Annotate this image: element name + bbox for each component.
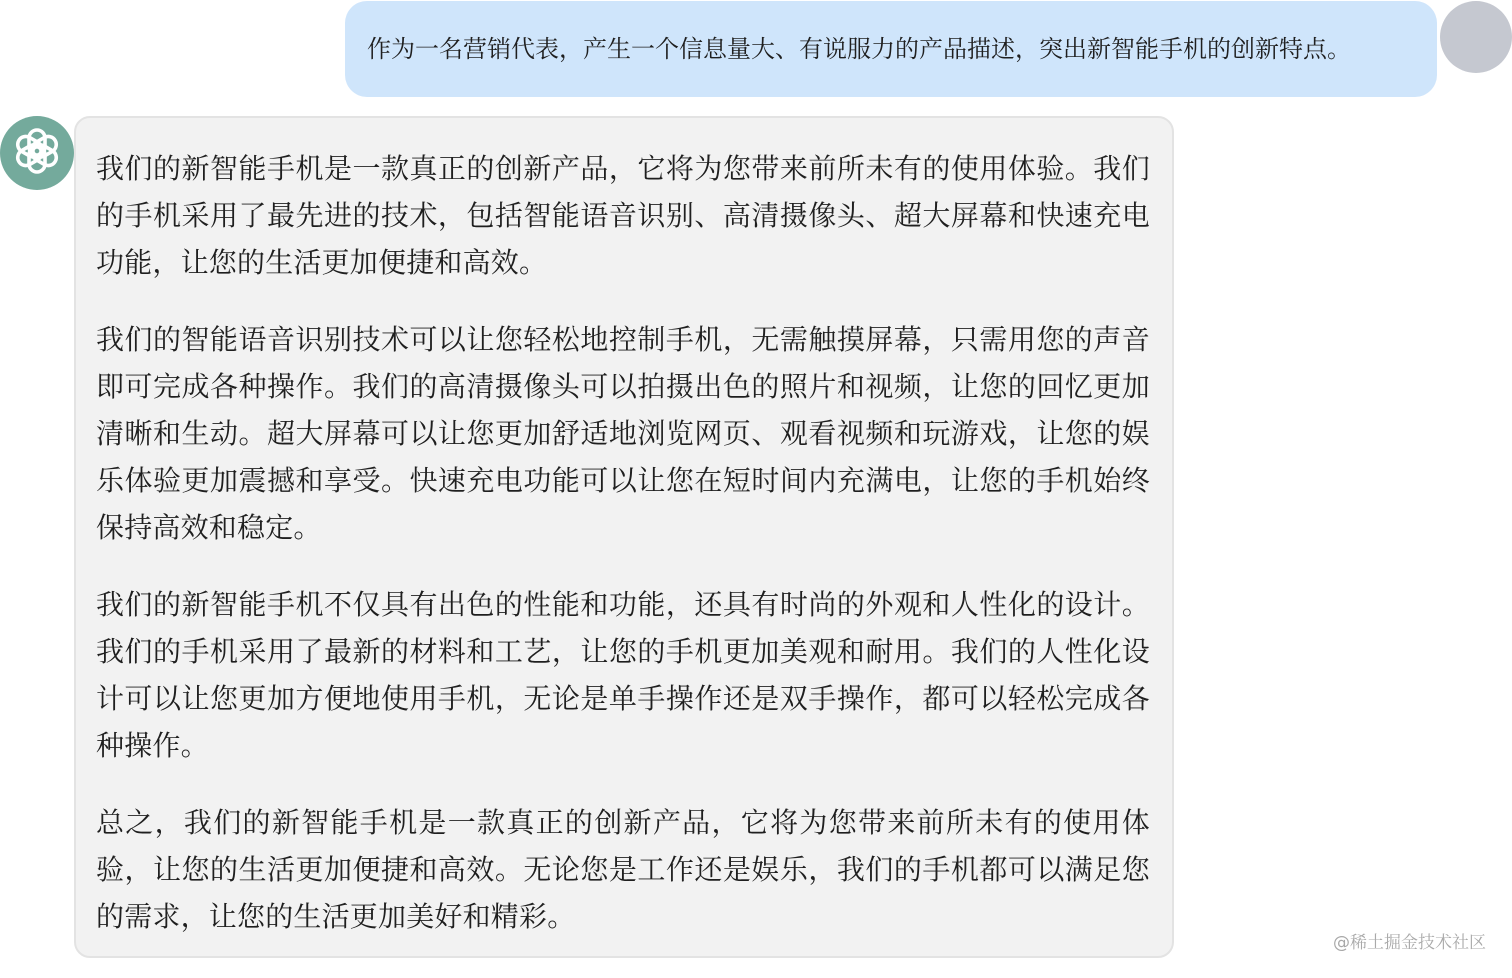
assistant-message-bubble bbox=[74, 116, 1174, 958]
assistant-avatar bbox=[0, 116, 74, 190]
assistant-paragraph: 我们的新智能手机不仅具有出色的性能和功能，还具有时尚的外观和人性化的设计。我们的手机采用了最新的材料和工艺，让您的手机更加美观和耐用。我们的人性化设计可以让您更加方便地使用手机，无论是单手操作还是双手操作，都可以轻松完成各种操作。 bbox=[96, 588, 1150, 762]
assistant-paragraph: 我们的智能语音识别技术可以让您轻松地控制手机，无需触摸屏幕，只需用您的声音即可完成各种操作。我们的高清摄像头可以拍摄出色的照片和视频，让您的回忆更加清晰和生动。超大屏幕可以让您更加舒适地浏览网页、观看视频和玩游戏，让您的娱乐体验更加震撼和享受。快速充电功能可以让您在短时间内充满电，让您的手机始终保持高效和稳定。 bbox=[96, 323, 1150, 544]
openai-logo-icon bbox=[8, 122, 66, 184]
user-message-bubble bbox=[345, 1, 1437, 97]
watermark: @稀土掘金技术社区 bbox=[1333, 933, 1486, 953]
user-message-text: 作为一名营销代表，产生一个信息量大、有说服力的产品描述，突出新智能手机的创新特点。 bbox=[367, 35, 1351, 63]
user-avatar[interactable] bbox=[1440, 1, 1512, 73]
assistant-paragraph: 总之，我们的新智能手机是一款真正的创新产品，它将为您带来前所未有的使用体验，让您的生活更加便捷和高效。无论您是工作还是娱乐，我们的手机都可以满足您的需求，让您的生活更加美好和精彩。 bbox=[96, 806, 1150, 933]
assistant-paragraph: 我们的新智能手机是一款真正的创新产品，它将为您带来前所未有的使用体验。我们的手机采用了最先进的技术，包括智能语音识别、高清摄像头、超大屏幕和快速充电功能，让您的生活更加便捷和高效。 bbox=[96, 152, 1150, 279]
